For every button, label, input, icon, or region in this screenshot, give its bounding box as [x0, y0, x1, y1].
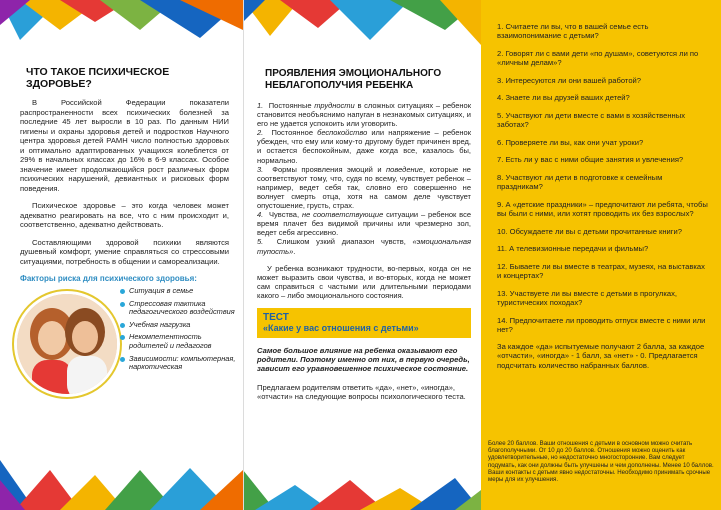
manifestation-list — [257, 101, 471, 256]
manifestation-item — [257, 237, 471, 255]
question-item: 1. Считаете ли вы, что в вашей семье есть взаимопонимание с детьми? — [497, 22, 649, 41]
item-emphasis: не соответствующие — [301, 210, 384, 220]
left-paragraph-1: В Российской Федерации показатели распространенности всех психических болезней за последние 45 лет выросли в 10 раз. По данным НИИ гигиены и охраны здоровья детей и подростков Научного центра здоровья детей РАМН число полностью здоровых и оптимально адаптированных учащихся колеблется от 29% в начальных классах до 16% в 6-9 классах. Особое значение имеет продолжающийся рост различных форм психических нарушений, девиантных и рисковых форм поведения. — [20, 98, 229, 193]
item-emphasis: беспокойство — [317, 128, 368, 138]
item-text: . — [293, 246, 296, 256]
question-item: 8. Участвуют ли дети в подготовке к семейным праздникам? — [497, 173, 663, 192]
risk-section — [20, 286, 236, 407]
photo-illustration — [17, 294, 117, 394]
question-item: 4. Знаете ли вы друзей ваших детей? — [497, 93, 630, 103]
item-text: Чувства, — [269, 210, 302, 220]
item-text: Формы проявления эмоций и — [272, 164, 387, 174]
test-label: ТЕСТ — [263, 311, 289, 323]
item-text: , которые не соответствуют тому, что, судя по всему, чувствует ребенок – например, ведет себя так, словно его совершенно не волнует смерть отца, хотя на самом деле чувствует опустошение, грусть, страх. — [257, 164, 471, 211]
item-emphasis: поведение — [386, 164, 423, 174]
item-text: или напряжение – ребенок убежден, что ему или кому-то другому будет причинен вред, и остается беспокойным, даже когда все, казалось бы, нормально. — [257, 128, 472, 165]
question-item: 9. А «детские праздники» – предпочитают ли ребята, чтобы вы были с ними, или хотят проводить их без взрослых? — [497, 199, 708, 218]
test-banner — [257, 308, 471, 338]
question-item: 14. Предпочитаете ли проводить отпуск вместе с ними или нет? — [497, 315, 706, 334]
risk-item: Учебная нагрузка — [120, 321, 240, 330]
test-italic-note: Самое большое влияние на ребенка оказывают его родители. Поэтому именно от них, в первую очередь, зависит его уравновешенное психическое состояние. — [257, 345, 470, 374]
item-text: ситуации – ребенок все время плачет без видимой причины или чрезмерно зол, ведет себя агрессивно. — [257, 210, 471, 238]
item-number: 2. — [257, 128, 264, 138]
mother-daughter-photo — [14, 291, 120, 397]
item-text: Постоянные — [268, 101, 315, 110]
risk-item: Ситуация в семье — [120, 287, 240, 296]
question-item: 12. Бываете ли вы вместе в театрах, музеях, на выставках и концертах? — [497, 262, 705, 281]
question-item: 11. А телевизионные передачи и фильмы? — [497, 244, 649, 254]
middle-paragraph: У ребенка возникают трудности, во-первых, когда он не может выразить свои чувства, и во-вторых, когда не может сам справиться с частыми или длительными периодами какого – либо эмоционального состояния. — [257, 263, 471, 300]
item-text: в сложных ситуациях – ребенок становится необъяснимо напуган в незнакомых ситуациях, и его не удается успокоить или уговорить. — [257, 101, 472, 129]
result-text: Более 20 баллов. Ваши отношения с детьми в основном можно считать благополучными. От 10 до 20 баллов. Отношения можно оценить как удовлетворительные, но недостаточно многосторонние. Вам следует подумать, как они должны быть улучшены и чем дополнены. Менее 10 баллов. Ваши контакты с детьми явно недостаточны. Необходимо принимать срочные меры для их улучшения. — [488, 440, 714, 484]
left-heading: ЧТО ТАКОЕ ПСИХИЧЕСКОЕ ЗДОРОВЬЕ? — [26, 66, 170, 90]
left-panel — [0, 0, 243, 510]
test-intro: Предлагаем родителям ответить «да», «нет», «иногда», «отчасти» на следующие вопросы психологического теста. — [257, 382, 466, 401]
manifestation-item — [257, 128, 471, 164]
right-panel — [481, 0, 721, 510]
manifestation-item — [257, 165, 471, 210]
risk-item: Зависимости: компьютерная, наркотическая — [120, 355, 240, 372]
item-emphasis: трудности — [314, 101, 355, 110]
question-item: 13. Участвуете ли вы вместе с детьми в прогулках, туристических походах? — [497, 288, 677, 307]
risk-item: Стрессовая тактика педагогического воздействия — [120, 300, 240, 317]
left-paragraph-2: Психическое здоровье – это когда человек может адекватно реагировать на все, что с ним происходит и, соответственно, адекватно действовать. — [20, 201, 229, 229]
question-item: 5. Участвуют ли дети вместе с вами в хозяйственных заботах? — [497, 110, 685, 130]
question-item: 7. Есть ли у вас с ними общие занятия и увлечения? — [497, 155, 684, 165]
risk-list — [120, 287, 240, 376]
question-item: 10. Обсуждаете ли вы с детьми прочитанные книги? — [497, 226, 683, 236]
item-emphasis: «эмоциональная тупость» — [257, 237, 471, 256]
item-number: 4. — [257, 210, 264, 220]
item-text: Постоянное — [271, 128, 318, 138]
manifestation-item — [257, 210, 471, 237]
test-title: «Какие у вас отношения с детьми» — [263, 322, 419, 333]
item-number: 3. — [257, 164, 264, 174]
item-number: 5. — [257, 237, 264, 247]
middle-panel — [243, 0, 481, 510]
question-item: 2. Говорят ли с вами дети «по душам», советуются ли по «личным делам»? — [497, 48, 699, 67]
item-number: 1. — [257, 101, 264, 110]
middle-heading: ПРОЯВЛЕНИЯ ЭМОЦИОНАЛЬНОГО НЕБЛАГОПОЛУЧИЯ РЕБЕНКА — [265, 68, 442, 91]
scoring-text: За каждое «да» испытуемые получают 2 балла, за каждое «отчасти», «иногда» - 1 балл, за «нет» - 0. Предлагается подсчитать количество набранных баллов. — [497, 342, 705, 370]
risk-title: Факторы риска для психического здоровья: — [20, 274, 197, 283]
item-text: Слишком узкий диапазон чувств, — [276, 237, 413, 247]
risk-item: Некомпетентность родителей и педагогов — [120, 333, 240, 350]
question-item: 6. Проверяете ли вы, как они учат уроки? — [497, 137, 644, 147]
left-paragraph-3: Составляющими здоровой психики являются душевный комфорт, умение справляться со стрессовыми ситуациями, потребность в общении и самореализации. — [20, 237, 229, 266]
question-item: 3. Интересуются ли они вашей работой? — [497, 75, 642, 85]
question-list — [497, 22, 709, 334]
manifestation-item — [257, 101, 471, 128]
